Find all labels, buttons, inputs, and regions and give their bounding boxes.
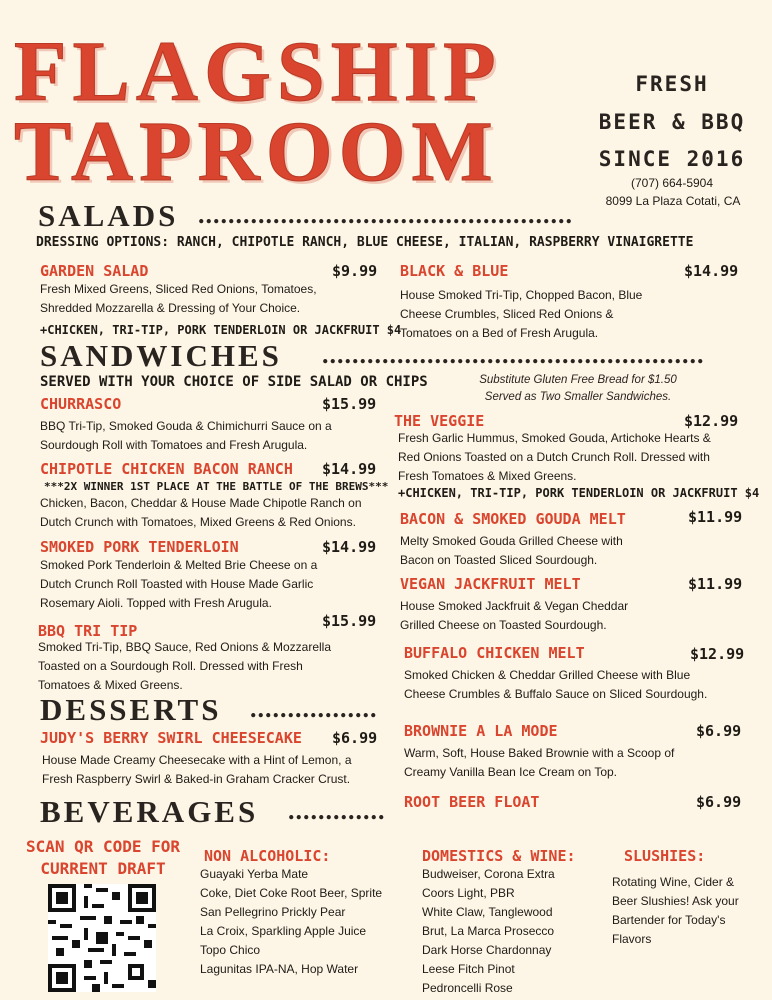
desserts-heading: DESSERTS [40, 692, 222, 727]
cheesecake-desc: House Made Creamy Cheesecake with a Hint of Lemon, a Fresh Raspberry Swirl & Baked-in Graham Cracker Crust. [42, 753, 352, 786]
list-item: Budweiser, Corona Extra [422, 867, 555, 881]
beverages-dots: ............. [288, 796, 386, 825]
black-blue-price: $14.99 [684, 262, 739, 280]
vegan-jackfruit-name: VEGAN JACKFRUIT MELT [400, 575, 581, 593]
list-item: Pedroncelli Rose [422, 981, 513, 995]
list-item: Topo Chico [200, 943, 261, 957]
list-item: Coors Light, PBR [422, 886, 515, 900]
list-item: Dark Horse Chardonnay [422, 943, 552, 957]
title-line-2: TAPROOM [14, 103, 499, 199]
root-beer-float-price: $6.99 [696, 793, 742, 811]
pork-tenderloin-desc: Smoked Pork Tenderloin & Melted Brie Cheese on a Dutch Crunch Roll Toasted with House Made Garlic Rosemary Aioli. Topped with Fresh Arugula. [40, 558, 318, 610]
vegan-jackfruit-desc: House Smoked Jackfruit & Vegan Cheddar Grilled Cheese on Toasted Sourdough. [400, 599, 629, 632]
bbq-tri-tip-name: BBQ TRI TIP [38, 622, 138, 640]
garden-salad-desc: Fresh Mixed Greens, Sliced Red Onions, Tomatoes, Shredded Mozzarella & Dressing of Your Choice. [40, 282, 317, 315]
list-item: Leese Fitch Pinot [422, 962, 515, 976]
list-item: White Claw, Tanglewood [422, 905, 553, 919]
pork-tenderloin-price: $14.99 [322, 538, 377, 556]
sandwiches-dots: ................................................... [322, 340, 705, 369]
bbq-tri-tip-price: $15.99 [322, 612, 377, 630]
bacon-gouda-price: $11.99 [688, 508, 743, 526]
root-beer-float-name: ROOT BEER FLOAT [404, 793, 540, 811]
domestics-title: DOMESTICS & WINE: [422, 847, 576, 865]
dressing-options: DRESSING OPTIONS: RANCH, CHIPOTLE RANCH, BLUE CHEESE, ITALIAN, RASPBERRY VINAIGRETTE [36, 235, 694, 250]
chipotle-award: ***2X WINNER 1ST PLACE AT THE BATTLE OF THE BREWS*** [44, 480, 389, 493]
tagline-since: SINCE 2016 [598, 147, 746, 171]
list-item: Coke, Diet Coke Root Beer, Sprite [200, 886, 383, 900]
garden-salad-price: $9.99 [332, 262, 378, 280]
list-item: San Pellegrino Prickly Pear [200, 905, 346, 919]
cheesecake-name: JUDY'S BERRY SWIRL CHEESECAKE [40, 729, 302, 747]
churrasco-price: $15.99 [322, 395, 377, 413]
list-item: Lagunitas IPA-NA, Hop Water [200, 962, 359, 976]
buffalo-chicken-name: BUFFALO CHICKEN MELT [404, 644, 585, 662]
beverages-heading: BEVERAGES [40, 794, 259, 829]
domestics-list [422, 865, 555, 998]
sandwiches-served: SERVED WITH YOUR CHOICE OF SIDE SALAD OR CHIPS [40, 374, 428, 390]
bacon-gouda-name: BACON & SMOKED GOUDA MELT [400, 510, 626, 528]
veggie-name: THE VEGGIE [394, 412, 485, 430]
garden-salad-name: GARDEN SALAD [40, 262, 149, 280]
black-blue-name: BLACK & BLUE [400, 262, 509, 280]
sandwiches-heading: SANDWICHES [40, 338, 282, 373]
phone-number: (707) 664-5904 [630, 176, 714, 190]
slushies-title: SLUSHIES: [624, 847, 706, 865]
buffalo-chicken-price: $12.99 [690, 645, 745, 663]
bbq-tri-tip-desc: Smoked Tri-Tip, BBQ Sauce, Red Onions & Mozzarella Toasted on a Sourdough Roll. Dressed with Fresh Tomatoes & Mixed Greens. [38, 640, 332, 692]
vegan-jackfruit-price: $11.99 [688, 575, 743, 593]
list-item: La Croix, Sparkling Apple Juice [200, 924, 367, 938]
salads-heading: SALADS [38, 198, 179, 233]
chipotle-desc: Chicken, Bacon, Cheddar & House Made Chipotle Ranch on Dutch Crunch with Tomatoes, Mixed Greens & Red Onions. [40, 496, 362, 529]
qr-label: SCAN QR CODE FOR CURRENT DRAFT [25, 837, 181, 878]
address: 8099 La Plaza Cotati, CA [605, 194, 741, 208]
salads-dots: .................................................. [198, 200, 573, 229]
chipotle-name: CHIPOTLE CHICKEN BACON RANCH [40, 460, 293, 478]
non-alcoholic-title: NON ALCOHOLIC: [204, 847, 331, 865]
veggie-price: $12.99 [684, 412, 739, 430]
chipotle-price: $14.99 [322, 460, 377, 478]
list-item: Brut, La Marca Prosecco [422, 924, 555, 938]
black-blue-desc: House Smoked Tri-Tip, Chopped Bacon, Blue Cheese Crumbles, Sliced Red Onions & Tomatoes on a Bed of Fresh Arugula. [400, 288, 643, 340]
cheesecake-price: $6.99 [332, 729, 378, 747]
slushies-desc: Rotating Wine, Cider & Beer Slushies! Ask your Bartender for Today's Flavors [612, 875, 739, 946]
desserts-dots: ................. [250, 694, 378, 723]
list-item: Guayaki Yerba Mate [200, 867, 309, 881]
title-line-1: FLAGSHIP [14, 23, 502, 119]
churrasco-name: CHURRASCO [40, 395, 122, 413]
bacon-gouda-desc: Melty Smoked Gouda Grilled Cheese with Bacon on Toasted Sliced Sourdough. [400, 534, 623, 567]
pork-tenderloin-name: SMOKED PORK TENDERLOIN [40, 538, 239, 556]
salad-addon: +CHICKEN, TRI-TIP, PORK TENDERLOIN OR JACKFRUIT $4 [40, 323, 402, 337]
qr-code[interactable] [48, 884, 156, 992]
brownie-name: BROWNIE A LA MODE [404, 722, 558, 740]
tagline-beer-bbq: BEER & BBQ [598, 110, 746, 134]
churrasco-desc: BBQ Tri-Tip, Smoked Gouda & Chimichurri Sauce on a Sourdough Roll with Tomatoes and Fresh Arugula. [40, 419, 332, 452]
buffalo-chicken-desc: Smoked Chicken & Cheddar Grilled Cheese with Blue Cheese Crumbles & Buffalo Sauce on Sliced Sourdough. [404, 668, 708, 701]
gluten-free-note: Substitute Gluten Free Bread for $1.50 Served as Two Smaller Sandwiches. [479, 374, 677, 403]
veggie-addon: +CHICKEN, TRI-TIP, PORK TENDERLOIN OR JACKFRUIT $4 [398, 486, 760, 500]
brownie-price: $6.99 [696, 722, 742, 740]
non-alcoholic-list [200, 865, 382, 979]
brownie-desc: Warm, Soft, House Baked Brownie with a Scoop of Creamy Vanilla Bean Ice Cream on Top. [404, 746, 675, 779]
veggie-desc: Fresh Garlic Hummus, Smoked Gouda, Artichoke Hearts & Red Onions Toasted on a Dutch Crunch Roll. Dressed with Fresh Tomatoes & Mixed Greens. [398, 431, 711, 483]
tagline-fresh: FRESH [635, 72, 709, 96]
